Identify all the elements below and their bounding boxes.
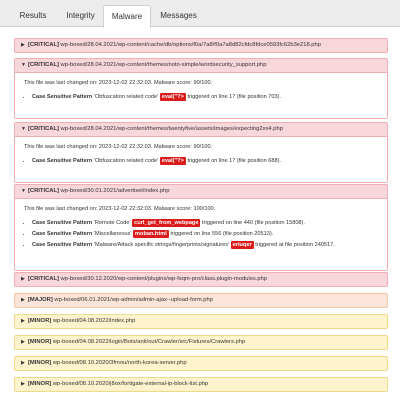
severity-level: [MINOR]: [28, 318, 52, 324]
findings-list: [24, 157, 381, 165]
item-details: [15, 73, 387, 118]
severity-level: [CRITICAL]: [28, 276, 59, 282]
expand-arrow-icon: ▶: [21, 276, 25, 282]
pattern-category: 'Remote Code': [93, 220, 131, 226]
pattern-label: Case Sensitive Pattern: [32, 94, 93, 100]
collapse-arrow-icon: ▼: [21, 126, 26, 132]
last-changed-text: This file was last changed on: 2023-12-02 22:32:03. Malware score: 90/100.: [24, 80, 213, 86]
list-item[interactable]: [14, 122, 388, 183]
tab-results[interactable]: Results: [19, 11, 47, 20]
pattern-label: Case Sensitive Pattern: [32, 220, 93, 226]
list-item[interactable]: [14, 293, 388, 308]
file-path: wp-boxed/04.08.2022/index.php: [52, 318, 136, 324]
list-item[interactable]: [14, 377, 388, 392]
finding-location: triggered on line 556 (file position 20513).: [170, 231, 274, 237]
expand-arrow-icon: ▶: [21, 297, 25, 303]
item-header[interactable]: [15, 39, 387, 52]
item-header[interactable]: [15, 315, 387, 328]
item-header[interactable]: [15, 294, 387, 307]
pattern-category: 'Malware/Attack specific strings/fingerprints/signatures': [93, 242, 230, 248]
file-path: wp-boxed/08.10.2020/j8ox/fortigate-external-ip-block-list.php: [52, 381, 209, 387]
item-header[interactable]: [15, 59, 387, 73]
expand-arrow-icon: ▶: [21, 318, 25, 324]
severity-level: [CRITICAL]: [28, 62, 59, 68]
file-path: wp-boxed/08.10.2020/3fmou/north-korea-server.php: [52, 360, 187, 366]
file-path: wp-boxed/28.04.2021/wp-content/cache/db/options/f0a/7a8/f0a7a8d82cfdc8fdce0593fc62b3e218.php: [60, 42, 321, 48]
pattern-category: 'Obfuscation related code': [93, 158, 159, 164]
item-header[interactable]: [15, 336, 387, 349]
finding-location: triggered on line 440 (file position 15808).: [202, 220, 305, 226]
collapse-arrow-icon: ▼: [21, 62, 26, 68]
severity-level: [MAJOR]: [28, 297, 53, 303]
list-item[interactable]: [14, 314, 388, 329]
finding: [32, 157, 381, 165]
file-path: wp-boxed/28.04.2021/wp-content/themes/noto-simple/wordsecurity_support.php: [60, 62, 267, 68]
findings-list: [24, 219, 381, 249]
list-item[interactable]: [14, 335, 388, 350]
tab-integrity[interactable]: Integrity: [66, 11, 95, 20]
expand-arrow-icon: ▶: [21, 381, 25, 387]
item-header[interactable]: [15, 357, 387, 370]
matched-string-badge: moban.html: [135, 231, 167, 237]
list-item[interactable]: [14, 184, 388, 271]
expand-arrow-icon: ▶: [21, 360, 25, 366]
last-changed-text: This file was last changed on: 2023-12-02 22:32:03. Malware score: 90/100.: [24, 144, 213, 150]
pattern-label: Case Sensitive Pattern: [32, 158, 93, 164]
severity-level: [CRITICAL]: [28, 126, 59, 132]
pattern-label: Case Sensitive Pattern: [32, 242, 93, 248]
tab-malware[interactable]: Malware: [103, 5, 151, 28]
finding: [32, 241, 381, 249]
matched-string-badge: eval("?>: [161, 94, 184, 100]
tab-bar: [0, 0, 400, 27]
finding: [32, 93, 381, 101]
item-header[interactable]: [15, 185, 387, 199]
file-path: wp-boxed/04.08.2022/login/Bots/anti/out/Crawler/src/Fixtures/Crawlers.php: [52, 339, 246, 345]
expand-arrow-icon: ▶: [21, 42, 25, 48]
results-list: [0, 27, 400, 400]
finding-location: triggered on line 17 (file position 703).: [187, 94, 282, 100]
finding: [32, 230, 381, 238]
list-item[interactable]: [14, 58, 388, 119]
list-item[interactable]: [14, 356, 388, 371]
severity-level: [CRITICAL]: [28, 188, 59, 194]
finding: [32, 219, 381, 227]
tab-messages[interactable]: Messages: [160, 11, 197, 20]
matched-string-badge: eriuqer: [232, 242, 252, 248]
file-path: wp-boxed/30.01.2021/advertisel/index.php: [60, 188, 170, 194]
list-item[interactable]: [14, 272, 388, 287]
findings-list: [24, 93, 381, 101]
item-header[interactable]: [15, 123, 387, 137]
item-details: [15, 137, 387, 182]
finding-location: triggered on line 17 (file position 688).: [187, 158, 282, 164]
severity-level: [MINOR]: [28, 381, 52, 387]
severity-level: [MINOR]: [28, 339, 52, 345]
last-changed-text: This file was last changed on: 2023-12-02 22:32:03. Malware score: 100/100.: [24, 206, 216, 212]
pattern-label: Case Sensitive Pattern: [32, 231, 93, 237]
file-path: wp-boxed/06.01.2021/wp-admin/admin-ajax--upload-form.php: [54, 297, 213, 303]
item-details: [15, 199, 387, 270]
file-path: wp-boxed/30.12.2020/wp-content/plugins/wp-fsqm-pro/class.plugin-modules.php: [60, 276, 268, 282]
severity-level: [MINOR]: [28, 360, 52, 366]
finding-location: triggered at file position 240517.: [255, 242, 335, 248]
severity-level: [CRITICAL]: [28, 42, 59, 48]
matched-string-badge: curl_get_from_webpage: [134, 220, 199, 226]
collapse-arrow-icon: ▼: [21, 188, 26, 194]
item-header[interactable]: [15, 378, 387, 391]
pattern-category: 'Miscellaneous': [93, 231, 132, 237]
pattern-category: 'Obfuscation related code': [93, 94, 159, 100]
matched-string-badge: eval("?>: [161, 158, 184, 164]
expand-arrow-icon: ▶: [21, 339, 25, 345]
item-header[interactable]: [15, 273, 387, 286]
list-item[interactable]: [14, 38, 388, 53]
file-path: wp-boxed/28.04.2021/wp-content/themes/twentyfive/assets/images/expecting2xx4.php: [60, 126, 283, 132]
